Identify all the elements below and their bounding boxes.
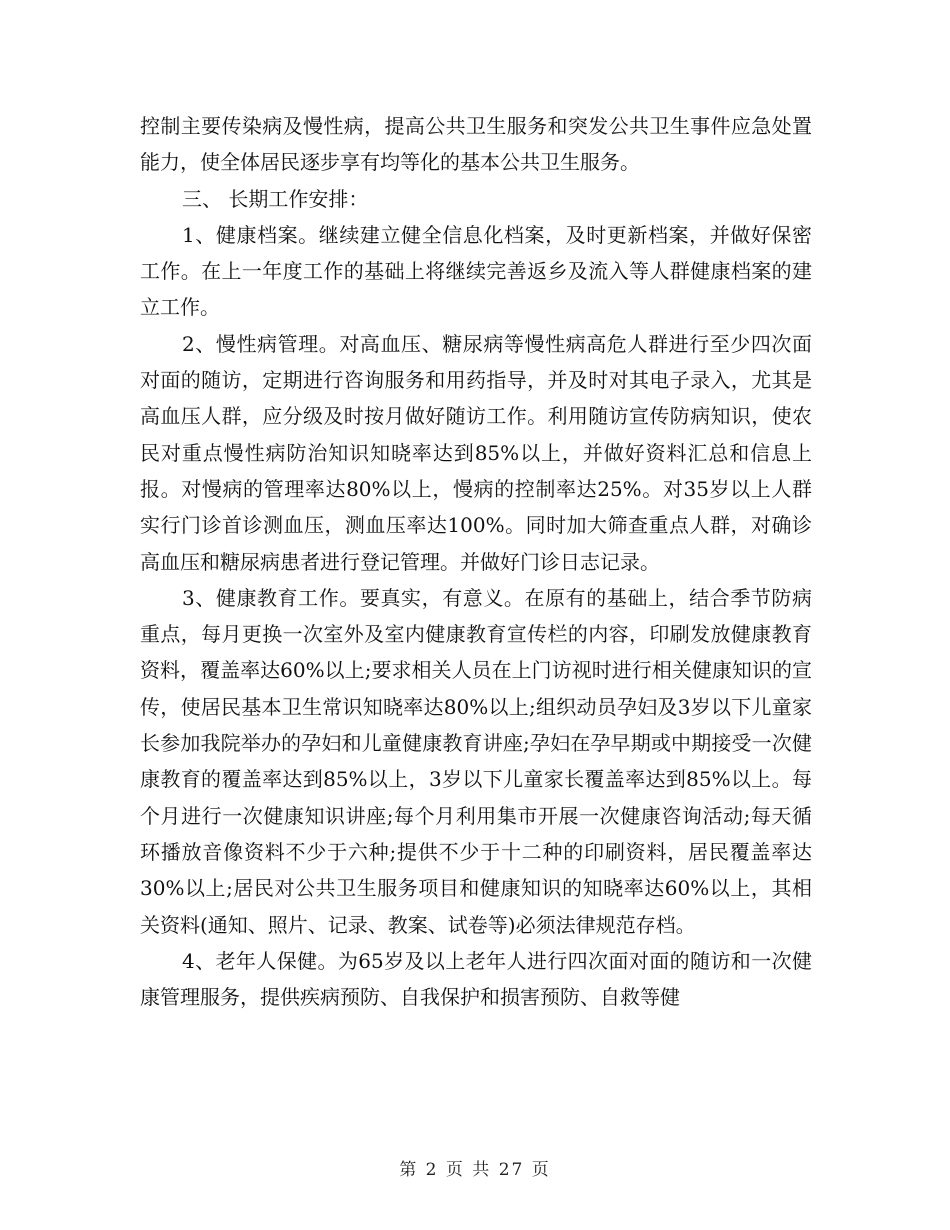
paragraph-health-records: 1、健康档案。继续建立健全信息化档案，及时更新档案，并做好保密工作。在上一年度工作的基础上将继续完善返乡及流入等人群健康档案的建立工作。 xyxy=(140,222,812,320)
paragraph-intro-continuation: 控制主要传染病及慢性病，提高公共卫生服务和突发公共卫生事件应急处置能力，使全体居民逐步享有均等化的基本公共卫生服务。 xyxy=(140,114,812,175)
paragraph-chronic-disease-management: 2、慢性病管理。对高血压、糖尿病等慢性病高危人群进行至少四次面对面的随访，定期进行咨询服务和用药指导，并及时对其电子录入，尤其是高血压人群，应分级及时按月做好随访工作。利用随访宣传防病知识，使农民对重点慢性病防治知识知晓率达到85%以上，并做好资料汇总和信息上报。对慢病的管理率达80%以上，慢病的控制率达25%。对35岁以上人群实行门诊首诊测血压，测血压率达100%。同时加大筛查重点人群，对确诊高血压和糖尿病患者进行登记管理。并做好门诊日志记录。 xyxy=(140,331,812,574)
document-body xyxy=(140,108,812,1015)
section-heading-long-term-plan: 三、 长期工作安排： xyxy=(182,186,369,211)
paragraph-elderly-care: 4、老年人保健。为65岁及以上老年人进行四次面对面的随访和一次健康管理服务，提供疾病预防、自我保护和损害预防、自救等健 xyxy=(140,948,812,1010)
page-number-footer: 第 2 页 共 27 页 xyxy=(399,1160,551,1180)
paragraph-health-education: 3、健康教育工作。要真实，有意义。在原有的基础上，结合季节防病重点，每月更换一次室外及室内健康教育宣传栏的内容，印刷发放健康教育资料，覆盖率达60%以上;要求相关人员在上门访视时进行相关健康知识的宣传，使居民基本卫生常识知晓率达80%以上;组织动员孕妇及3岁以下儿童家长参加我院举办的孕妇和儿童健康教育讲座;孕妇在孕早期或中期接受一次健康教育的覆盖率达到85%以上，3岁以下儿童家长覆盖率达到85%以上。每个月进行一次健康知识讲座;每个月利用集市开展一次健康咨询活动;每天循环播放音像资料不少于六种;提供不少于十二种的印刷资料，居民覆盖率达30%以上;居民对公共卫生服务项目和健康知识的知晓率达60%以上，其相关资料(通知、照片、记录、教案、试卷等)必须法律规范存档。 xyxy=(140,585,812,937)
